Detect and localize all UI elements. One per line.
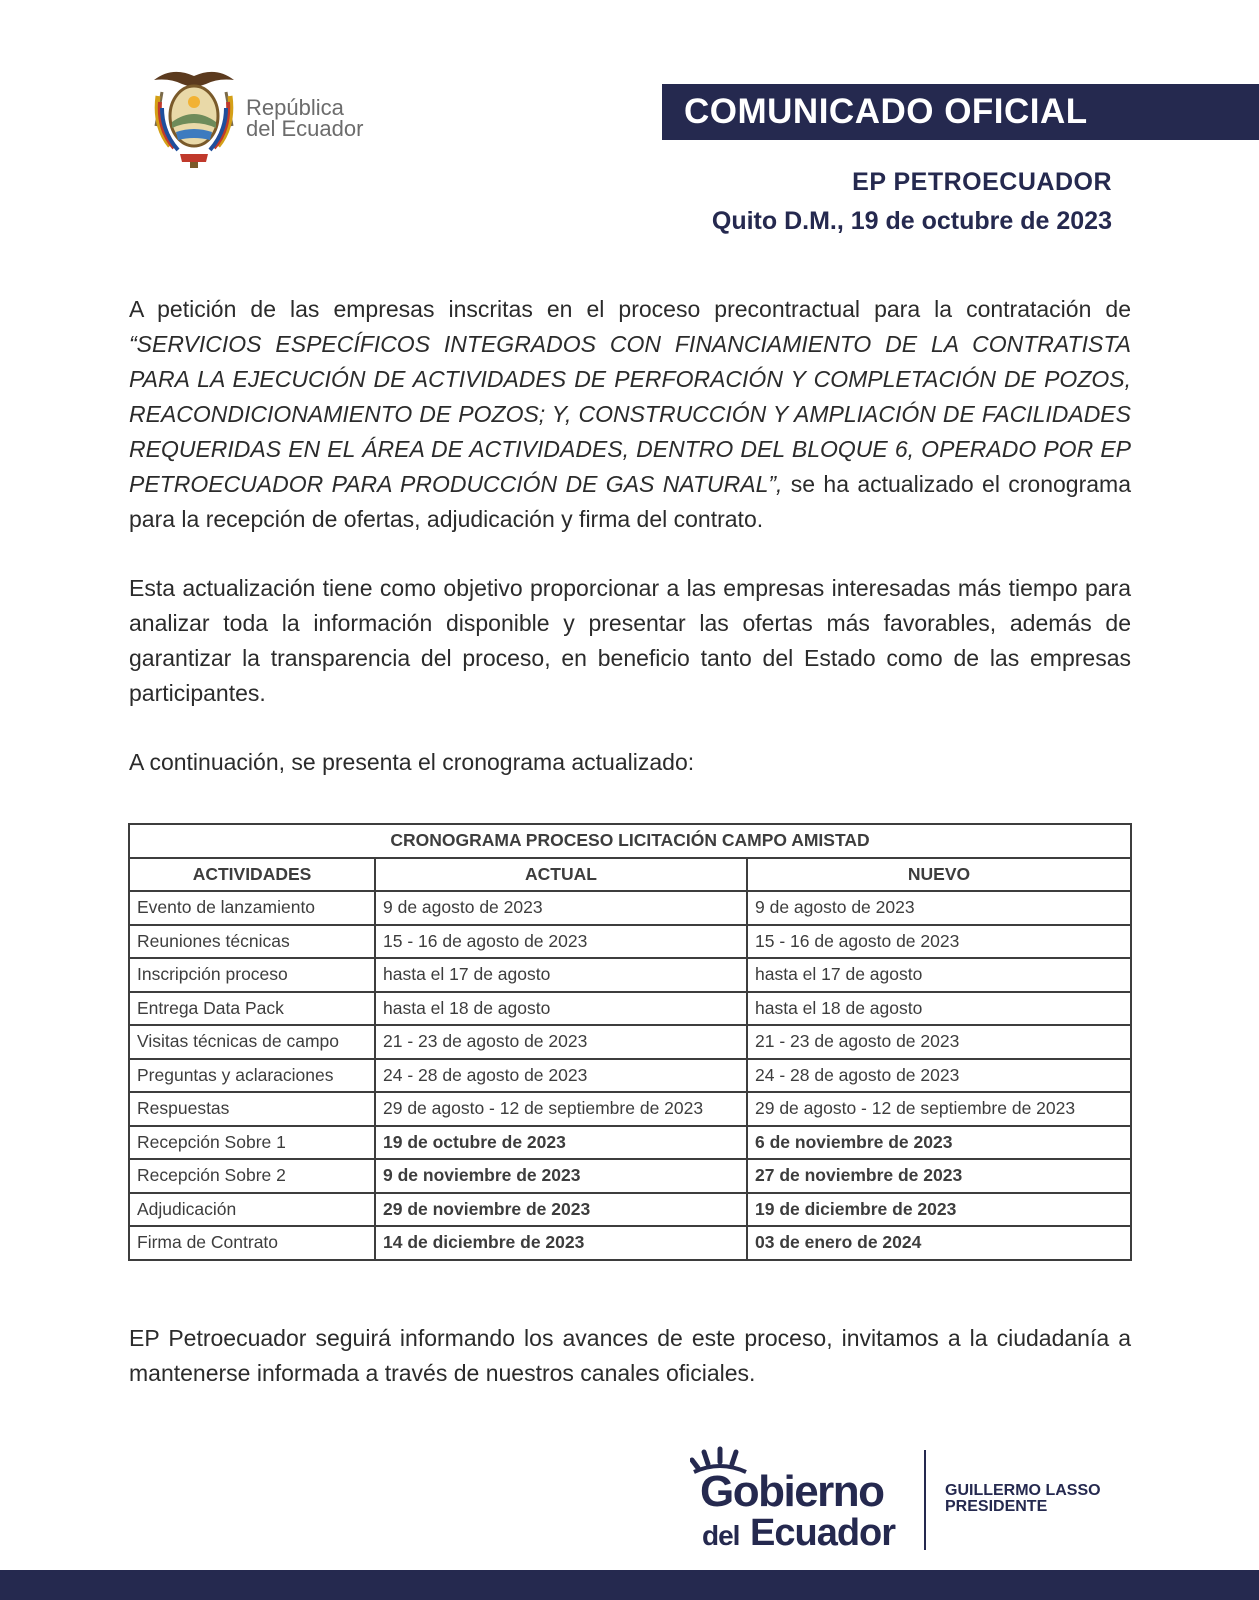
activity-cell: Adjudicación — [129, 1193, 375, 1227]
ecuador-word: Ecuador — [750, 1512, 896, 1554]
schedule-table — [128, 823, 1132, 1261]
new-date-cell: 03 de enero de 2024 — [747, 1226, 1131, 1260]
new-date-cell: hasta el 17 de agosto — [747, 958, 1131, 992]
paragraph-1 — [129, 292, 1131, 537]
activity-cell: Recepción Sobre 1 — [129, 1126, 375, 1160]
new-date-cell: 27 de noviembre de 2023 — [747, 1159, 1131, 1193]
paragraph-2: Esta actualización tiene como objetivo proporcionar a las empresas interesadas más tiempo para analizar toda la información disponible y presentar las ofertas más favorables, además de garantizar la transparencia del proceso, en beneficio tanto del Estado como de las empresas participantes. — [129, 575, 1131, 706]
table-row — [129, 1059, 1131, 1093]
banner-title: COMUNICADO OFICIAL — [662, 84, 1259, 140]
paragraph-4: EP Petroecuador seguirá informando los avances de este proceso, invitamos a la ciudadanía a mantenerse informada a través de nuestros canales oficiales. — [129, 1325, 1131, 1386]
new-date-cell: 9 de agosto de 2023 — [747, 891, 1131, 925]
actual-date-cell: 14 de diciembre de 2023 — [375, 1226, 747, 1260]
republic-line-1: República — [246, 95, 344, 120]
activity-cell: Preguntas y aclaraciones — [129, 1059, 375, 1093]
new-date-cell: 21 - 23 de agosto de 2023 — [747, 1025, 1131, 1059]
table-row — [129, 1193, 1131, 1227]
actual-date-cell: 19 de octubre de 2023 — [375, 1126, 747, 1160]
activity-cell: Visitas técnicas de campo — [129, 1025, 375, 1059]
actual-date-cell: 24 - 28 de agosto de 2023 — [375, 1059, 747, 1093]
actual-date-cell: 29 de agosto - 12 de septiembre de 2023 — [375, 1092, 747, 1126]
actual-date-cell: 9 de noviembre de 2023 — [375, 1159, 747, 1193]
paragraph-3: A continuación, se presenta el cronograma actualizado: — [129, 749, 695, 775]
activity-cell: Firma de Contrato — [129, 1226, 375, 1260]
activity-cell: Recepción Sobre 2 — [129, 1159, 375, 1193]
table-row — [129, 1226, 1131, 1260]
activity-cell: Evento de lanzamiento — [129, 891, 375, 925]
table-row — [129, 891, 1131, 925]
body-text — [129, 292, 1131, 780]
gobierno-word: Gobierno — [700, 1467, 884, 1516]
table-row — [129, 1025, 1131, 1059]
actual-date-cell: hasta el 17 de agosto — [375, 958, 747, 992]
table-caption: CRONOGRAMA PROCESO LICITACIÓN CAMPO AMISTAD — [129, 824, 1131, 858]
header-activities: ACTIVIDADES — [129, 858, 375, 892]
actual-date-cell: 15 - 16 de agosto de 2023 — [375, 925, 747, 959]
actual-date-cell: hasta el 18 de agosto — [375, 992, 747, 1026]
new-date-cell: 15 - 16 de agosto de 2023 — [747, 925, 1131, 959]
table-row — [129, 925, 1131, 959]
actual-date-cell: 29 de noviembre de 2023 — [375, 1193, 747, 1227]
actual-date-cell: 21 - 23 de agosto de 2023 — [375, 1025, 747, 1059]
new-date-cell: 24 - 28 de agosto de 2023 — [747, 1059, 1131, 1093]
activity-cell: Entrega Data Pack — [129, 992, 375, 1026]
contract-title: “SERVICIOS ESPECÍFICOS INTEGRADOS CON FINANCIAMIENTO DE LA CONTRATISTA PARA LA EJECUCIÓN DE ACTIVIDADES DE PERFORACIÓN Y COMPLETACIÓN DE POZOS, REACONDICIONAMIENTO DE POZOS; Y, CONSTRUCCIÓN Y AMPLIACIÓN DE FACILIDADES REQUERIDAS EN EL ÁREA DE ACTIVIDADES, DENTRO DEL BLOQUE 6, OPERADO POR EP PETROECUADOR PARA PRODUCCIÓN DE GAS NATURAL”, — [129, 331, 1131, 497]
actual-date-cell: 9 de agosto de 2023 — [375, 891, 747, 925]
header-nuevo: NUEVO — [747, 858, 1131, 892]
bottom-bar — [0, 1570, 1259, 1600]
footer-divider — [924, 1450, 926, 1550]
activity-cell: Respuestas — [129, 1092, 375, 1126]
republica-logo — [148, 66, 363, 170]
paragraph-1-tail: se ha actualizado el cronograma para la recepción de ofertas, adjudicación y firma del contrato. — [129, 471, 1131, 532]
new-date-cell: 6 de noviembre de 2023 — [747, 1126, 1131, 1160]
del-word: del — [702, 1520, 740, 1551]
new-date-cell: 19 de diciembre de 2023 — [747, 1193, 1131, 1227]
table-row — [129, 1126, 1131, 1160]
activity-cell: Inscripción proceso — [129, 958, 375, 992]
new-date-cell: hasta el 18 de agosto — [747, 992, 1131, 1026]
table-row — [129, 1159, 1131, 1193]
activity-cell: Reuniones técnicas — [129, 925, 375, 959]
president-title: PRESIDENTE — [945, 1498, 1048, 1515]
president-name: GUILLERMO LASSO — [945, 1482, 1101, 1499]
republic-line-2: del Ecuador — [246, 116, 364, 141]
president-block — [945, 1483, 1101, 1515]
table-row — [129, 958, 1131, 992]
place-date: Quito D.M., 19 de octubre de 2023 — [711, 207, 1112, 235]
table-row — [129, 1092, 1131, 1126]
header-actual: ACTUAL — [375, 858, 747, 892]
organization-name: EP PETROECUADOR — [852, 168, 1112, 196]
new-date-cell: 29 de agosto - 12 de septiembre de 2023 — [747, 1092, 1131, 1126]
paragraph-1-intro: A petición de las empresas inscritas en el proceso precontractual para la contratación de — [129, 296, 1131, 322]
organization-block — [712, 168, 1112, 236]
coat-of-arms-icon — [148, 66, 240, 170]
table-row — [129, 992, 1131, 1026]
